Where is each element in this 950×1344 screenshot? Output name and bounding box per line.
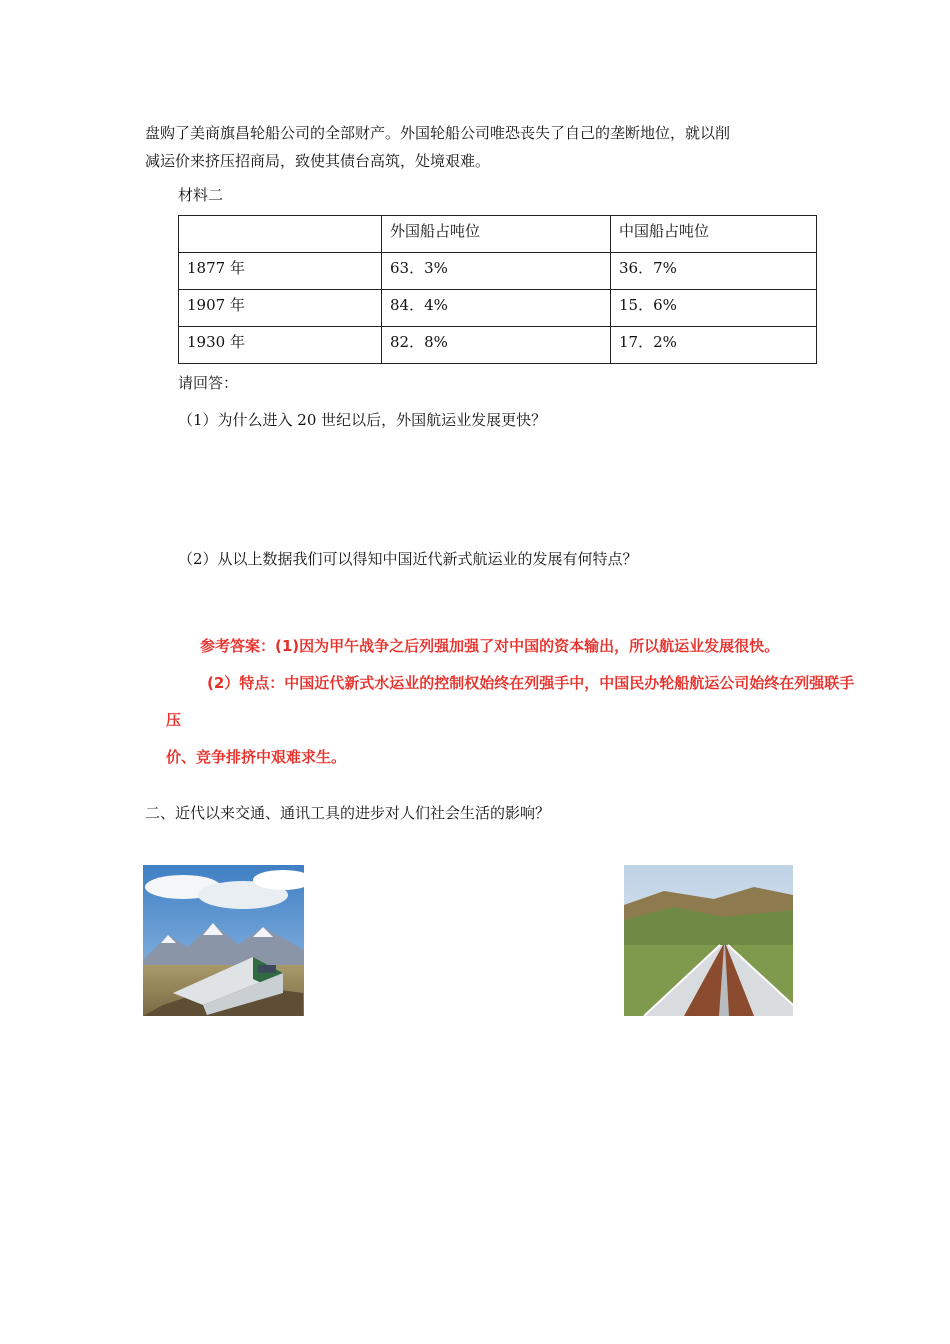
reference-answer-line-1: 参考答案：(1)因为甲午战争之后列强加强了对中国的资本输出，所以航运业发展很快。 <box>200 637 780 655</box>
intro-text-line-2: 减运价来挤压招商局，致使其债台高筑，处境艰难。 <box>145 152 491 170</box>
reference-answer-line-4: 价、竞争排挤中艰难求生。 <box>166 748 347 766</box>
section-2-heading: 二、近代以来交通、通讯工具的进步对人们社会生活的影响？ <box>145 804 551 822</box>
table-cell-foreign: 63．3% <box>382 253 611 290</box>
intro-text-line-1: 盘购了美商旗昌轮船公司的全部财产。外国轮船公司唯恐丧失了自己的垄断地位，就以削 <box>145 124 731 142</box>
answer-prompt: 请回答： <box>178 374 239 392</box>
question-2: （2）从以上数据我们可以得知中国近代新式航运业的发展有何特点？ <box>178 550 638 568</box>
table-cell-foreign: 82．8% <box>382 327 611 364</box>
table-cell-year: 1877 年 <box>179 253 382 290</box>
table-header-cell <box>179 216 382 253</box>
table-cell-chinese: 36．7% <box>611 253 817 290</box>
table-cell-chinese: 17．2% <box>611 327 817 364</box>
table-row <box>179 327 817 364</box>
reference-answer-line-3: 压 <box>166 711 182 729</box>
train-plateau-photo <box>143 865 304 1016</box>
table-header-cell: 中国船占吨位 <box>611 216 817 253</box>
table-cell-year: 1907 年 <box>179 290 382 327</box>
question-1: （1）为什么进入 20 世纪以后，外国航运业发展更快？ <box>178 411 547 429</box>
railway-grassland-photo <box>624 865 793 1016</box>
reference-answer-line-2: (2）特点：中国近代新式水运业的控制权始终在列强手中，中国民办轮船航运公司始终在列强联手 <box>207 674 855 692</box>
table-cell-foreign: 84．4% <box>382 290 611 327</box>
shipping-tonnage-table <box>178 215 817 364</box>
table-cell-year: 1930 年 <box>179 327 382 364</box>
table-header-row <box>179 216 817 253</box>
table-cell-chinese: 15．6% <box>611 290 817 327</box>
table-row <box>179 253 817 290</box>
table-row <box>179 290 817 327</box>
material-label: 材料二 <box>178 186 224 204</box>
table-header-cell: 外国船占吨位 <box>382 216 611 253</box>
